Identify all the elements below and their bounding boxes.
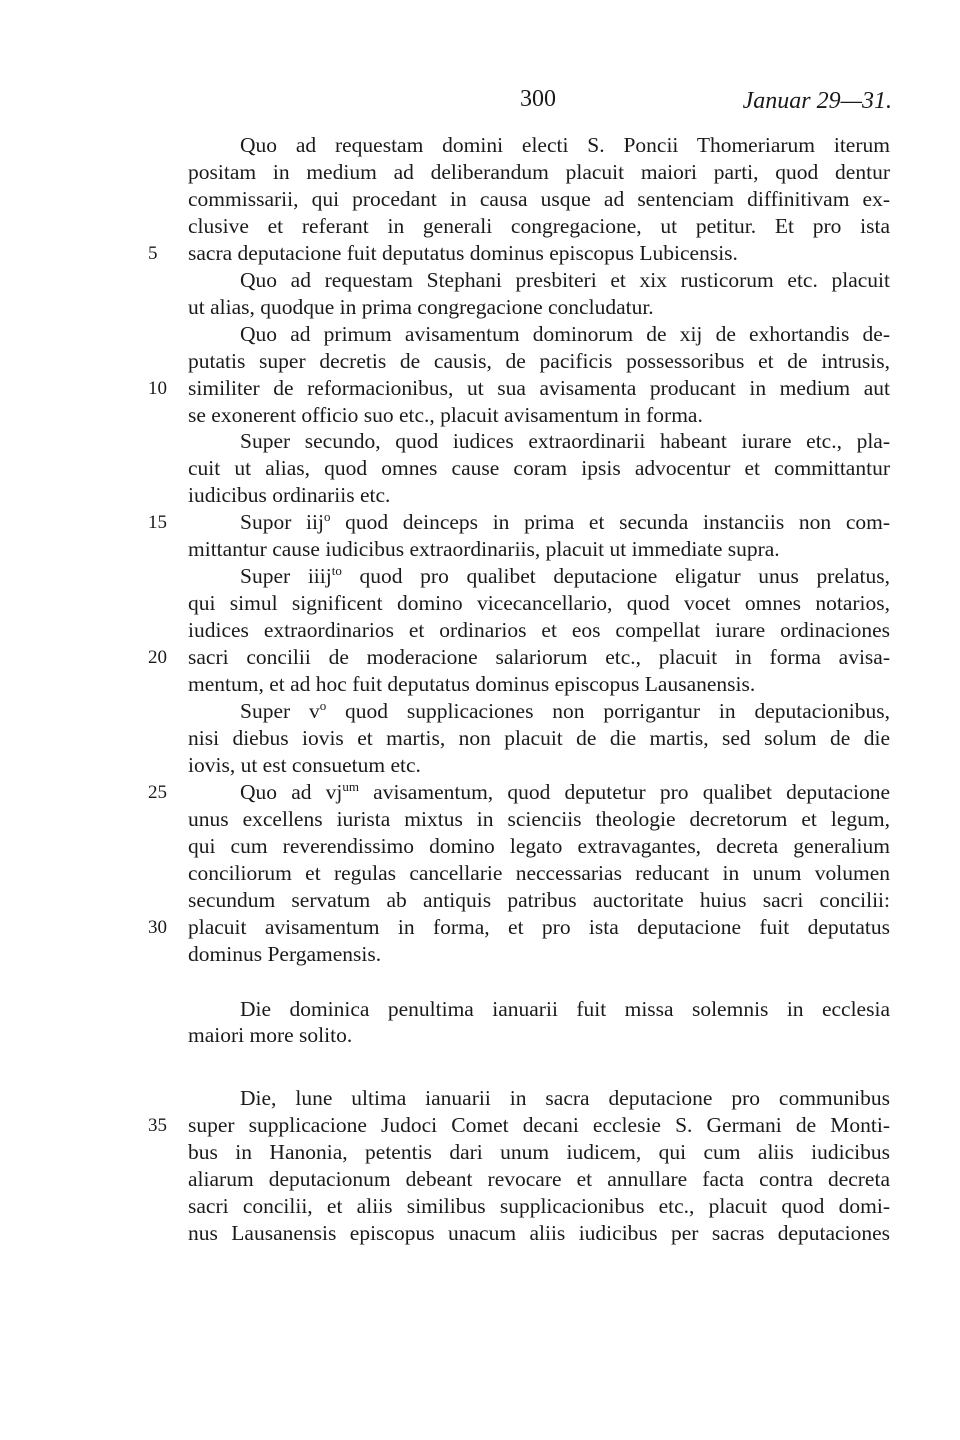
line-text: placuit avisamentum in forma, et pro ista deputacione fuit deputatus: [188, 914, 890, 939]
line-text: Die, lune ultima ianuarii in sacra deputacione pro communibus: [240, 1086, 890, 1111]
line-text: Super iiij: [240, 564, 332, 589]
line-text: Supor iij: [240, 510, 324, 535]
line-text: iudicibus ordinariis etc.: [188, 483, 391, 508]
line-number: 10: [148, 377, 167, 399]
text-line: [240, 509, 890, 536]
text-line: [240, 996, 890, 1023]
text-line: [188, 536, 890, 563]
line-number: 25: [148, 781, 167, 803]
text-line: [240, 779, 890, 806]
text-line: [240, 321, 890, 348]
line-text: putatis super decretis de causis, de pacificis possessoribus et de intrusis,: [188, 348, 890, 373]
text-line: [188, 402, 890, 429]
line-text: ut alias, quodque in prima congregacione concludatur.: [188, 294, 654, 319]
line-text: unus excellens iurista mixtus in scienciis theologie decretorum et legum,: [188, 806, 890, 831]
line-text: Quo ad vj: [240, 779, 343, 804]
text-line: [188, 671, 890, 698]
line-text: qui cum reverendissimo domino legato extravagantes, decreta generalium: [188, 833, 890, 858]
line-text: mentum, et ad hoc fuit deputatus dominus episcopus Lausanensis.: [188, 672, 756, 696]
text-line: [188, 1112, 890, 1139]
line-text: sacri concilii de moderacione salariorum etc., placuit in forma avisa-: [188, 645, 890, 670]
text-line: [188, 860, 890, 887]
text-line: [240, 267, 890, 294]
line-text: dominus Pergamensis.: [188, 941, 382, 966]
text-line: [188, 1139, 890, 1166]
line-text: Quo ad primum avisamentum dominorum de xij de exhortandis de-: [240, 321, 890, 346]
line-text: iudices extraordinarios et ordinarios et eos compellat iurare ordinaciones: [188, 618, 890, 643]
text-line: [188, 455, 890, 482]
line-text: se exonerent officio suo etc., placuit avisamentum in forma.: [188, 402, 703, 427]
text-line: [188, 375, 890, 402]
text-line: [188, 914, 890, 941]
line-text: iovis, ut est consuetum etc.: [188, 752, 421, 777]
line-text: super supplicacione Judoci Comet decani ecclesie S. Germani de Monti-: [188, 1113, 890, 1138]
line-number: 20: [148, 647, 167, 669]
line-number: 35: [148, 1115, 167, 1137]
line-text: Super secundo, quod iudices extraordinarii habeant iurare etc., pla-: [240, 429, 890, 454]
superscript: o: [319, 698, 327, 713]
line-text: maiori more solito.: [188, 1023, 353, 1048]
line-text: aliarum deputacionum debeant revocare et annullare facta contra decreta: [188, 1167, 890, 1192]
line-text: clusive et referant in generali congregacione, ut petitur. Et pro ista: [188, 213, 890, 238]
text-line: [188, 941, 890, 968]
line-text: cuit ut alias, quod omnes cause coram ipsis advocentur et committantur: [188, 456, 890, 481]
superscript: o: [323, 509, 331, 525]
line-text-continued: quod deinceps in prima et secunda instanciis non com-: [330, 510, 890, 535]
text-line: [188, 186, 890, 213]
text-line: [188, 213, 890, 240]
text-line: [240, 132, 890, 159]
line-text: Quo ad requestam Stephani presbiteri et xix rusticorum etc. placuit: [240, 267, 890, 292]
page-number: 300: [520, 86, 556, 112]
line-text: commissarii, qui procedant in causa usque ad sentenciam diffinitivam ex-: [188, 186, 890, 211]
running-head: Januar 29—31.: [742, 88, 892, 114]
line-text: sacri concilii, et aliis similibus supplicacionibus etc., placuit quod domi-: [188, 1194, 890, 1219]
line-text: conciliorum et regulas cancellarie neccessarias reducant in unum volumen: [188, 860, 890, 885]
line-text: mittantur cause iudicibus extraordinariis, placuit ut immediate supra.: [188, 537, 780, 562]
line-text: secundum servatum ab antiquis patribus auctoritate huius sacri concilii:: [188, 887, 890, 912]
text-line: [188, 833, 890, 860]
text-line: [188, 294, 890, 321]
text-line: [240, 563, 890, 590]
superscript: to: [331, 563, 342, 579]
line-text: nus Lausanensis episcopus unacum aliis iudicibus per sacras deputaciones: [188, 1221, 890, 1246]
line-text: qui simul significent domino vicecancellario, quod vocet omnes notarios,: [188, 591, 890, 616]
text-line: [188, 1193, 890, 1220]
text-line: [188, 1166, 890, 1193]
line-number: 5: [148, 242, 158, 264]
line-text: bus in Hanonia, petentis dari unum iudicem, qui cum aliis iudicibus: [188, 1140, 890, 1165]
line-text: positam in medium ad deliberandum placuit maiori parti, quod dentur: [188, 159, 890, 184]
text-line: [240, 428, 890, 455]
line-text-continued: quod supplicaciones non porrigantur in deputacionibus,: [326, 699, 890, 723]
text-line: [188, 806, 890, 833]
line-text: sacra deputacione fuit deputatus dominus episcopus Lubicensis.: [188, 240, 738, 265]
text-line: [188, 348, 890, 375]
line-text-continued: quod pro qualibet deputacione eligatur unus prelatus,: [341, 564, 890, 589]
text-line: [188, 1220, 890, 1247]
text-line: [188, 752, 890, 779]
line-text-continued: avisamentum, quod deputetur pro qualibet deputacione: [359, 779, 890, 804]
text-line: [188, 159, 890, 186]
line-text: Quo ad requestam domini electi S. Poncii Thomeriarum iterum: [240, 133, 890, 157]
text-line: [188, 240, 890, 267]
line-text: Super v: [240, 699, 320, 723]
text-line: [240, 698, 890, 725]
text-line: [188, 1022, 890, 1049]
text-line: [188, 617, 890, 644]
line-text: nisi diebus iovis et martis, non placuit de die martis, sed solum de die: [188, 725, 890, 750]
line-text: Die dominica penultima ianuarii fuit missa solemnis in ecclesia: [240, 996, 890, 1021]
line-number: 15: [148, 512, 167, 534]
text-line: [188, 482, 890, 509]
superscript: um: [342, 778, 359, 794]
text-line: [188, 887, 890, 914]
text-line: [188, 590, 890, 617]
text-line: [188, 725, 890, 752]
line-number: 30: [148, 916, 167, 938]
text-line: [240, 1085, 890, 1112]
line-text: similiter de reformacionibus, ut sua avisamenta producant in medium aut: [188, 375, 890, 400]
text-line: [188, 644, 890, 671]
page-header: [0, 82, 960, 122]
